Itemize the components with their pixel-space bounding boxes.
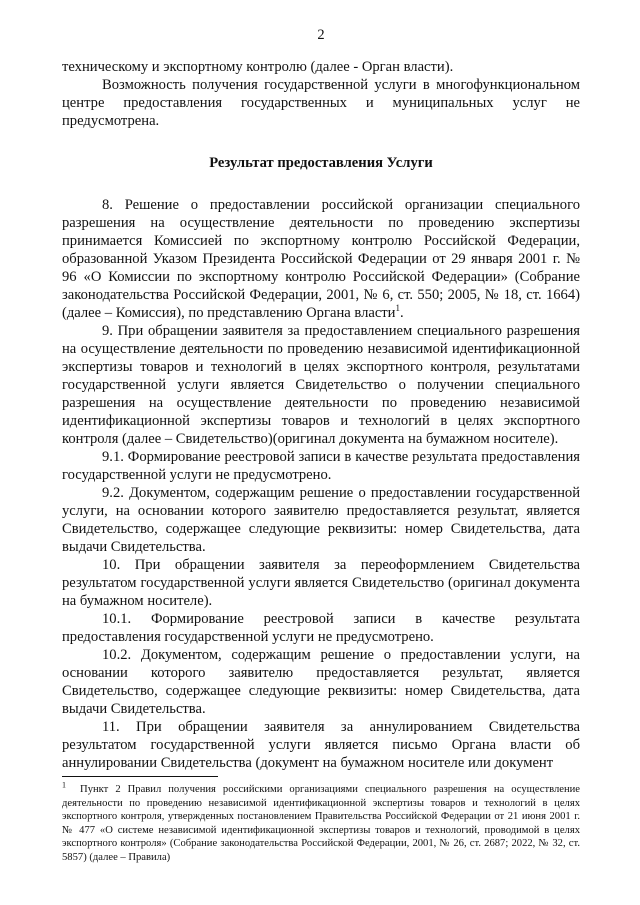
paragraph-9: 9. При обращении заявителя за предоставлением специального разрешения на осуществление деятельности по проведению независимой идентификационной экспертизы товаров и технологий в целях экспортного контроля, результатами государственной услуги является Свидетельство о получении специального разрешения на осуществление деятельности по проведению независимой идентификационной экспертизы товаров и технологий в целях экспортного контроля (далее – Свидетельство)(оригинал документа на бумажном носителе). bbox=[62, 323, 580, 447]
paragraph-9-2: 9.2. Документом, содержащим решение о предоставлении государственной услуги, на основании которого заявителю предоставляется результат, является Свидетельство, содержащее следующие реквизиты: номер Свидетельства, дата выдачи Свидетельства. bbox=[62, 485, 580, 555]
footnote-divider bbox=[62, 776, 218, 777]
paragraph-10-2: 10.2. Документом, содержащим решение о предоставлении услуги, на основании которого заявителю предоставляется результат, является Свидетельство, содержащее следующие реквизиты: номер Свидетельства, дата выдачи Свидетельства. bbox=[62, 647, 580, 717]
paragraph-8 bbox=[62, 196, 580, 322]
paragraph-10-1: 10.1. Формирование реестровой записи в качестве результата предоставления государственной услуги не предусмотрено. bbox=[62, 611, 580, 645]
footnote-marker: 1 bbox=[62, 780, 66, 790]
footnote-reference: 1 bbox=[395, 303, 400, 314]
paragraph-continuation: техническому и экспортному контролю (далее - Орган власти). bbox=[62, 59, 454, 75]
paragraph-9-1: 9.1. Формирование реестровой записи в качестве результата предоставления государственной услуги не предусмотрено. bbox=[62, 449, 580, 483]
footnote bbox=[62, 780, 581, 865]
footnote-text: Пункт 2 Правил получения российскими организациями специального разрешения на осуществление деятельности по проведению независимой идентификационной экспертизы товаров и технологий в целях экспортного контроля, утвержденных постановлением Правительства Российской Федерации от 21 июня 2001 г. № 477 «О системе независимой идентификационной экспертизы товаров и технологий, проводимой в целях экспортного контроля» (Собрание законодательства Российской Федерации, 2001, № 26, ст. 2687; 2022, № 32, ст. 5857) (далее – Правила) bbox=[62, 784, 581, 863]
section-heading: Результат предоставления Услуги bbox=[209, 155, 433, 171]
paragraph-8-tail: . bbox=[400, 305, 404, 321]
page-number: 2 bbox=[317, 27, 325, 43]
paragraph-10: 10. При обращении заявителя за переоформлением Свидетельства результатом государственной услуги является Свидетельство (оригинал документа на бумажном носителе). bbox=[62, 557, 580, 609]
document-body bbox=[62, 58, 580, 772]
paragraph-mfc: Возможность получения государственной услуги в многофункциональном центре предоставления государственных и муниципальных услуг не предусмотрена. bbox=[62, 77, 580, 129]
paragraph-11: 11. При обращении заявителя за аннулированием Свидетельства результатом государственной услуги является письмо Органа власти об аннулировании Свидетельства (документ на бумажном носителе или документ bbox=[62, 719, 580, 771]
paragraph-8-text: 8. Решение о предоставлении российской организации специального разрешения на осуществление деятельности по проведению экспертизы принимается Комиссией по экспортному контролю Российской Федерации, образованной Указом Президента Российской Федерации от 29 января 2001 г. № 96 «О Комиссии по экспортному контролю Российской Федерации» (Собрание законодательства Российской Федерации, 2001, № 6, ст. 550; 2005, № 18, ст. 1664) (далее – Комиссия), по представлению Органа власти bbox=[62, 197, 580, 321]
